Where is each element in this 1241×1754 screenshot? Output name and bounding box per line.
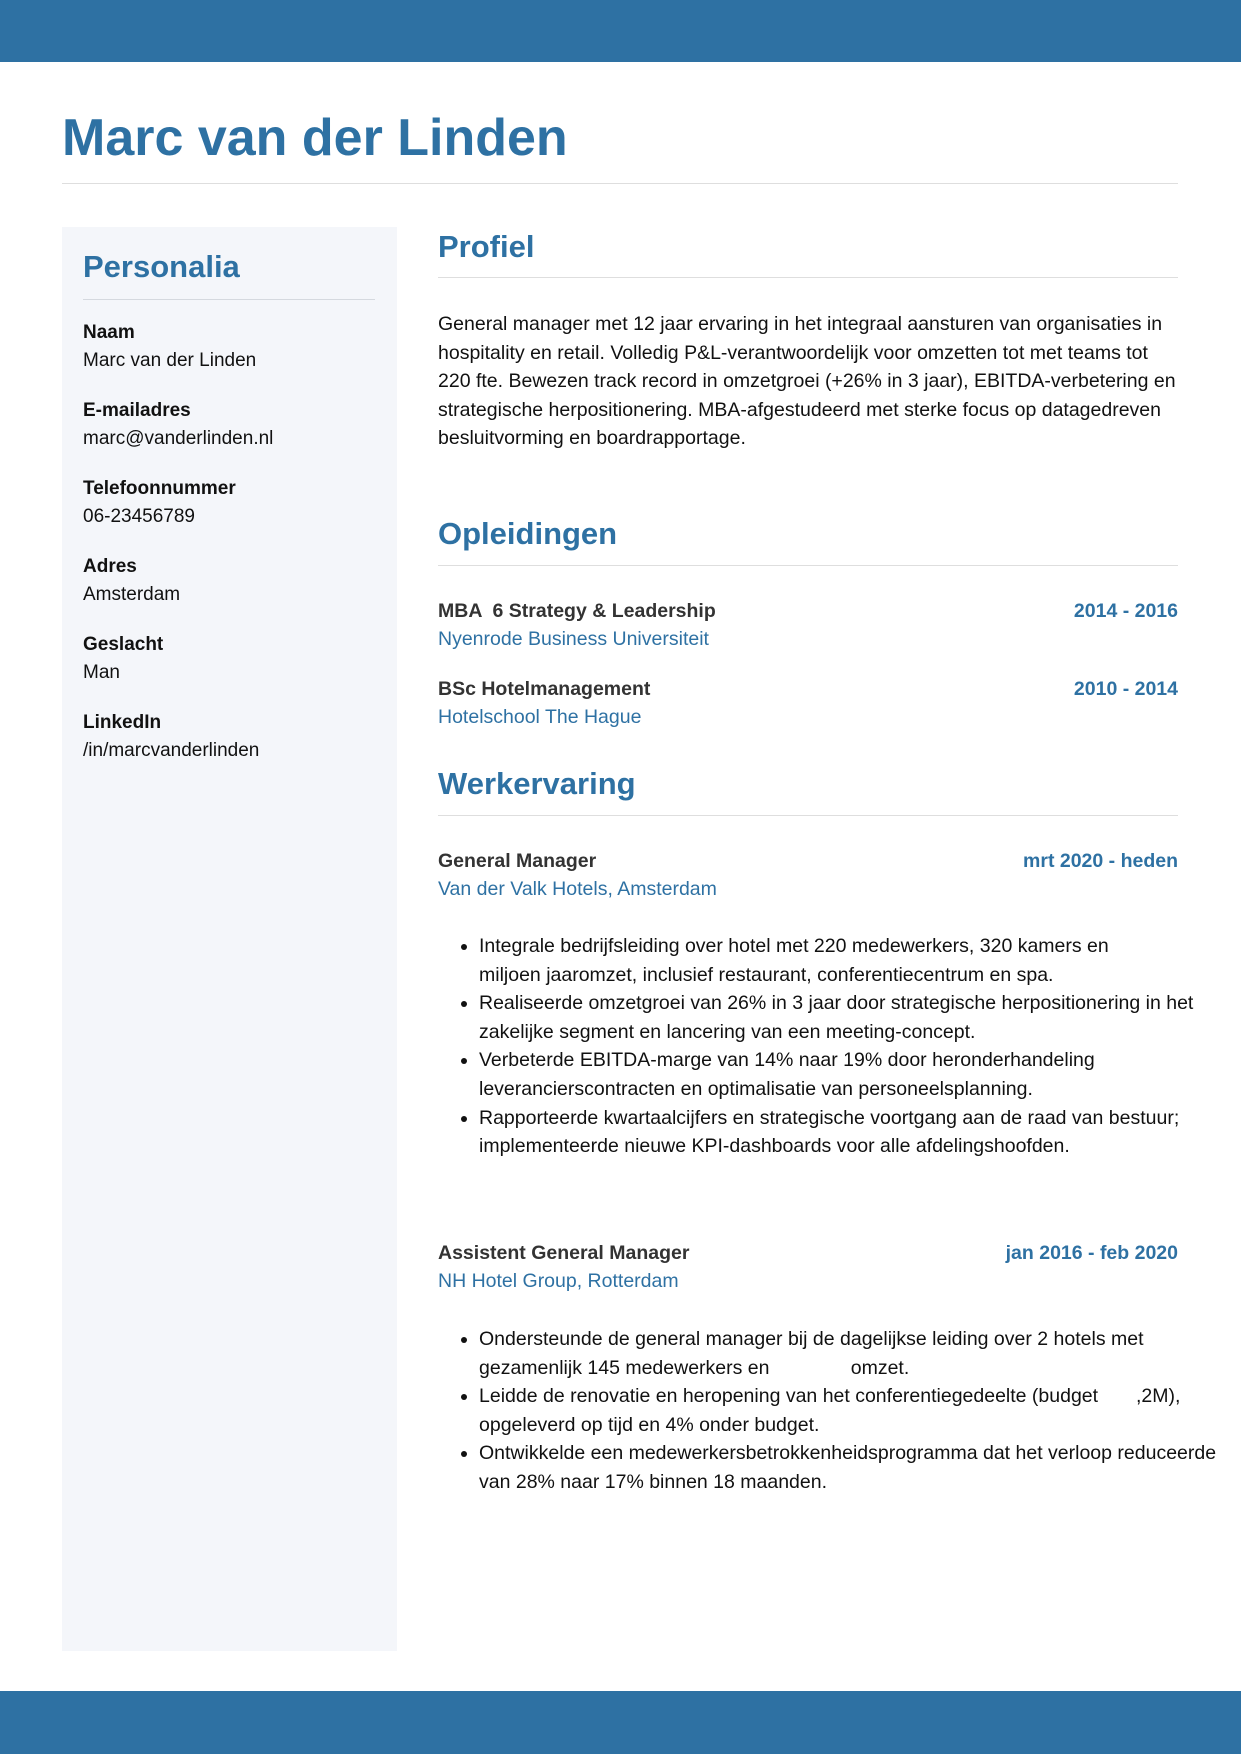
experience-bullet: • Integrale bedrijfsleiding over hotel met 220 medewerkers, 320 kamers en miljoen jaaromzet, inclusief restaurant, conferentiecentrum en spa. (479, 932, 1219, 989)
experience-company: NH Hotel Group, Rotterdam (438, 1270, 679, 1292)
field-value: marc@vanderlinden.nl (83, 428, 274, 449)
education-school: Nyenrode Business Universiteit (438, 628, 709, 650)
experience-role: General Manager (438, 850, 597, 872)
field-value: Marc van der Linden (83, 350, 257, 371)
field-value: Man (83, 662, 120, 683)
field-name (83, 319, 383, 397)
experience-bullet: • Realiseerde omzetgroei van 26% in 3 jaar door strategische herpositionering in het zakelijke segment en lancering van een meeting-concept. (479, 989, 1219, 1046)
footer-band (0, 1691, 1241, 1754)
experience-bullets (438, 932, 1219, 1161)
personalia-heading: Personalia (83, 249, 240, 284)
field-label: Telefoonnummer (83, 478, 236, 499)
field-value: /in/marcvanderlinden (83, 740, 260, 761)
name-divider (62, 183, 1178, 184)
field-address (83, 553, 383, 631)
education-degree: MBA 6 Strategy & Leadership (438, 600, 716, 622)
experience-bullet: • Ontwikkelde een medewerkersbetrokkenheidsprogramma dat het verloop reduceerde van 28% naar 17% binnen 18 maanden. (479, 1439, 1219, 1496)
field-label: Naam (83, 322, 135, 343)
experience-bullet: • Verbeterde EBITDA-marge van 14% naar 19% door heronderhandeling leverancierscontracten en optimalisatie van personeelsplanning. (479, 1046, 1219, 1103)
experience-period: mrt 2020 - heden (1023, 850, 1178, 872)
experience-bullet: • Rapporteerde kwartaalcijfers en strategische voortgang aan de raad van bestuur; implementeerde nieuwe KPI-dashboards voor alle afdelingshoofden. (479, 1104, 1219, 1161)
field-gender (83, 631, 383, 709)
education-period: 2014 - 2016 (1073, 600, 1178, 622)
experience-heading: Werkervaring (438, 766, 636, 801)
field-label: Adres (83, 556, 137, 577)
field-label: Geslacht (83, 634, 164, 655)
field-linkedin (83, 709, 383, 787)
profile-divider (438, 277, 1178, 278)
education-divider (438, 565, 1178, 566)
field-label: E-mailadres (83, 400, 191, 421)
experience-company: Van der Valk Hotels, Amsterdam (438, 878, 717, 900)
education-period: 2010 - 2014 (1073, 678, 1178, 700)
profile-text: General manager met 12 jaar ervaring in het integraal aansturen van organisaties in hospitality en retail. Volledig P&L-verantwoordelijk voor omzetten tot met teams tot 220 fte. Bewezen track record in omzetgroei (+26% in 3 jaar), EBITDA-verbetering en strategische herpositionering. MBA-afgestudeerd met sterke focus op datagedreven besluitvorming en boardrapportage. (438, 313, 1176, 450)
field-value: Amsterdam (83, 584, 181, 605)
education-degree: BSc Hotelmanagement (438, 678, 651, 700)
personalia-sidebar (62, 227, 397, 1651)
experience-bullet: • Leidde de renovatie en heropening van het conferentiegedeelte (budget ,2M), opgeleverd op tijd en 4% onder budget. (479, 1382, 1219, 1439)
experience-role: Assistent General Manager (438, 1242, 690, 1264)
header-band (0, 0, 1241, 62)
candidate-name: Marc van der Linden (62, 109, 568, 167)
experience-bullets (438, 1325, 1219, 1497)
experience-divider (438, 815, 1178, 816)
profile-heading: Profiel (438, 229, 535, 264)
field-label: LinkedIn (83, 712, 162, 733)
education-heading: Opleidingen (438, 516, 618, 551)
experience-period: jan 2016 - feb 2020 (1005, 1242, 1178, 1264)
education-school: Hotelschool The Hague (438, 706, 642, 728)
personalia-divider (83, 299, 375, 300)
field-email (83, 397, 383, 475)
personalia-list (83, 319, 383, 787)
experience-bullet: • Ondersteunde de general manager bij de dagelijkse leiding over 2 hotels met gezamenlijk 145 medewerkers en omzet. (479, 1325, 1219, 1382)
field-value: 06-23456789 (83, 506, 195, 527)
field-phone (83, 475, 383, 553)
